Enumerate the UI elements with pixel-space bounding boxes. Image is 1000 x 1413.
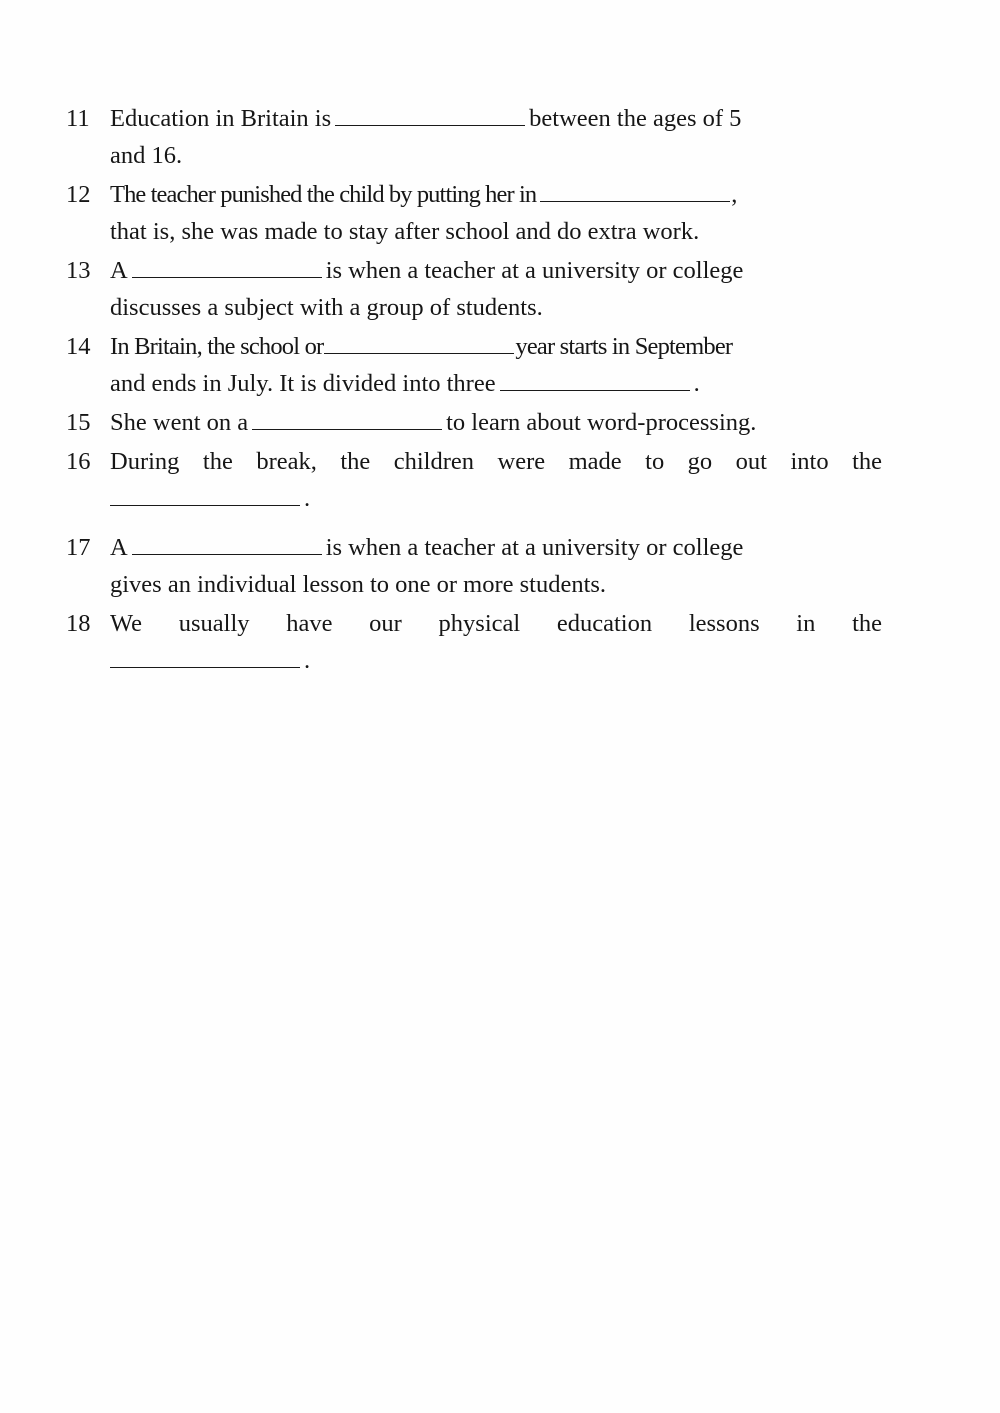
question-text-line2: gives an individual lesson to one or more students. [110,571,607,598]
question-number: 18 [66,610,91,637]
answer-blank[interactable] [335,105,525,126]
question-text-main: We usually have our physical education lessons in the [110,610,882,637]
question-text-main: During the break, the children were made to go out into the [110,448,882,475]
answer-blank[interactable] [110,485,300,506]
question-number: 13 [66,257,91,284]
question-11 [66,100,882,174]
question-text-after: to learn about word-processing. [446,409,757,436]
answer-blank[interactable] [540,181,730,202]
question-text-line2: discusses a subject with a group of students. [110,294,543,321]
question-16 [66,443,882,517]
question-number: 17 [66,534,91,561]
answer-blank[interactable] [252,409,442,430]
question-number: 16 [66,448,91,475]
question-text-line2: and ends in July. It is divided into three [110,370,496,397]
question-number: 11 [66,105,90,132]
question-15 [66,404,882,441]
answer-blank[interactable] [132,257,322,278]
question-number: 14 [66,333,91,360]
question-text-after: between the ages of 5 [529,105,742,132]
answer-blank[interactable] [110,647,300,668]
answer-blank[interactable] [324,333,514,354]
question-text-after: year starts in September [515,333,733,360]
question-text-line2-end: . [693,370,700,397]
question-13 [66,252,882,326]
answer-line [110,642,882,679]
question-text-before: She went on a [110,409,249,436]
question-text [110,443,882,480]
question-text-line2-end: . [304,485,311,512]
question-text-after: is when a teacher at a university or college [325,257,744,284]
question-text-after: , [731,181,738,208]
answer-blank[interactable] [132,534,322,555]
answer-blank[interactable] [500,370,690,391]
question-text-line2: that is, she was made to stay after school and do extra work. [110,218,700,245]
question-text [110,605,882,642]
question-17 [66,529,882,603]
question-text-before: The teacher punished the child by putting her in [110,181,537,208]
question-12 [66,176,882,250]
question-text-before: A [110,534,128,561]
question-text-before: A [110,257,128,284]
question-list [66,100,882,681]
question-text-before: Education in Britain is [110,105,332,132]
question-14 [66,328,882,402]
question-number: 12 [66,181,91,208]
question-text-line2: and 16. [110,142,183,169]
question-number: 15 [66,409,91,436]
question-text-line2-end: . [304,647,311,674]
question-18 [66,605,882,679]
question-text-after: is when a teacher at a university or college [325,534,744,561]
spacer [66,519,882,529]
answer-line [110,480,882,517]
question-text-before: In Britain, the school or [110,333,324,360]
